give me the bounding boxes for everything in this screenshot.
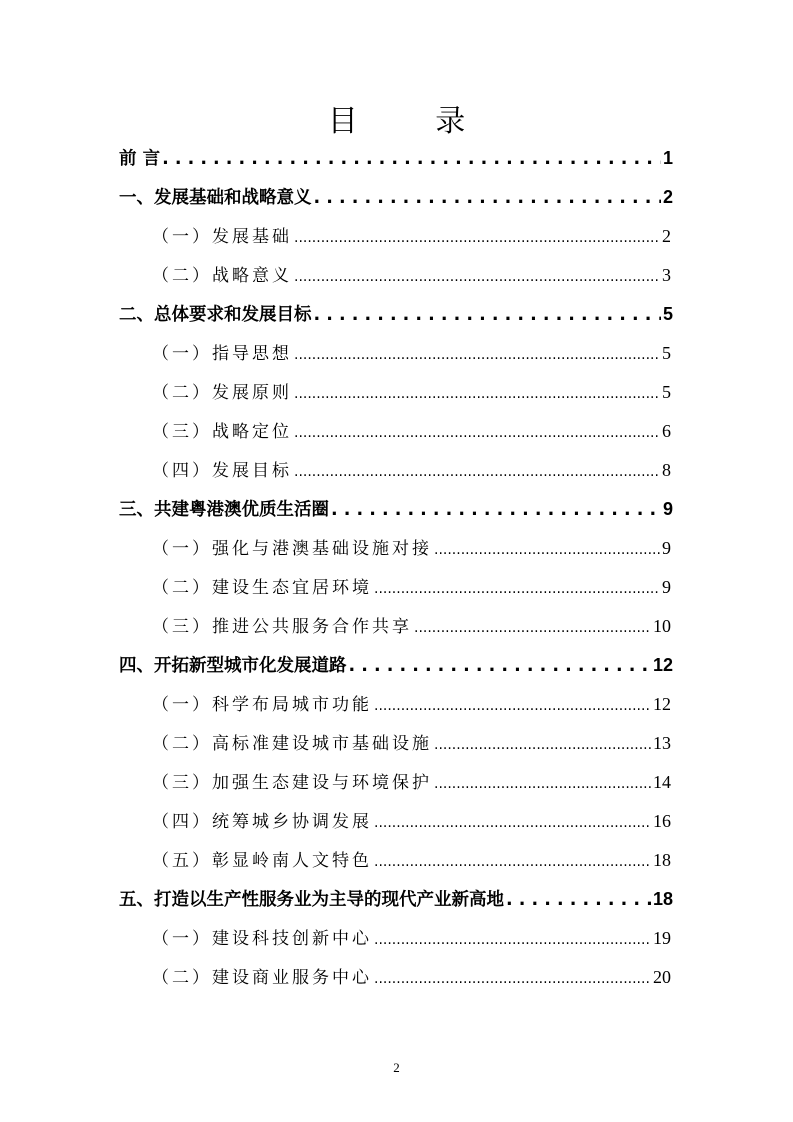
toc-entry-page: 9	[662, 577, 671, 597]
toc-leader-dots	[314, 296, 661, 335]
toc-entry[interactable]	[152, 919, 671, 958]
toc-entry-page: 9	[662, 538, 671, 558]
toc-leader-dots	[374, 842, 651, 882]
toc-entry-page: 2	[662, 226, 671, 246]
toc-entry[interactable]	[152, 841, 671, 880]
toc-entry-label: （二）高标准建设城市基础设施	[152, 734, 432, 754]
toc-entry-page: 18	[653, 850, 671, 870]
page-number: 2	[393, 1060, 400, 1075]
toc-leader-dots	[434, 764, 651, 804]
toc-entry-label: 二、总体要求和发展目标	[119, 305, 312, 325]
toc-entry[interactable]	[119, 139, 673, 178]
toc-entry-label: （四）发展目标	[152, 461, 292, 481]
toc-leader-dots	[434, 530, 660, 570]
toc-entry-page: 9	[662, 499, 673, 519]
toc-entry-label: （一）指导思想	[152, 344, 292, 364]
toc-entry-label: 一、发展基础和战略意义	[119, 188, 312, 208]
toc-entry-label: 四、开拓新型城市化发展道路	[119, 656, 347, 676]
toc-entry-label: （三）推进公共服务合作共享	[152, 617, 412, 637]
toc-leader-dots	[374, 803, 651, 843]
toc-leader-dots	[294, 335, 660, 375]
toc-entry-page: 19	[653, 928, 671, 948]
toc-entry-label: 五、打造以生产性服务业为主导的现代产业新高地	[119, 890, 504, 910]
toc-entry-page: 5	[662, 304, 673, 324]
toc-entry[interactable]	[152, 373, 671, 412]
toc-entry-label: （一）建设科技创新中心	[152, 929, 372, 949]
toc-entry[interactable]	[152, 568, 671, 607]
toc-entry-label: （三）战略定位	[152, 422, 292, 442]
toc-leader-dots	[374, 920, 651, 960]
toc-entry-page: 18	[652, 889, 673, 909]
toc-entry-page: 10	[653, 616, 671, 636]
toc-entry-page: 5	[662, 343, 671, 363]
toc-leader-dots	[374, 959, 651, 999]
toc-leader-dots	[294, 374, 660, 414]
toc-entry-label: （一）科学布局城市功能	[152, 695, 372, 715]
toc-leader-dots	[434, 725, 651, 765]
toc-leader-dots	[374, 686, 651, 726]
toc-entry[interactable]	[152, 802, 671, 841]
toc-entry-page: 8	[662, 460, 671, 480]
page-title: 目 录	[327, 104, 500, 139]
toc-leader-dots	[349, 647, 651, 686]
toc-entry-page: 16	[653, 811, 671, 831]
toc-entry-page: 2	[662, 187, 673, 207]
toc-entry-label: （四）统筹城乡协调发展	[152, 812, 372, 832]
toc-entry[interactable]	[152, 412, 671, 451]
toc-entry-label: （二）建设生态宜居环境	[152, 578, 372, 598]
toc-entry-label: 三、共建粤港澳优质生活圈	[119, 500, 329, 520]
toc-leader-dots	[414, 608, 651, 648]
toc-entry[interactable]	[152, 334, 671, 373]
toc-entry-page: 6	[662, 421, 671, 441]
toc-entry-page: 5	[662, 382, 671, 402]
toc-entry-label: 前 言	[119, 149, 161, 169]
toc-entry-label: （一）强化与港澳基础设施对接	[152, 539, 432, 559]
toc-entry-label: （一）发展基础	[152, 227, 292, 247]
toc-entry-page: 13	[653, 733, 671, 753]
toc-entry[interactable]	[119, 646, 673, 685]
toc-entry-page: 3	[662, 265, 671, 285]
toc-entry[interactable]	[152, 607, 671, 646]
toc-entry-page: 14	[653, 772, 671, 792]
toc-leader-dots	[374, 569, 660, 609]
toc-leader-dots	[294, 452, 660, 492]
toc-entry[interactable]	[152, 724, 671, 763]
toc-entry[interactable]	[152, 763, 671, 802]
toc-entry[interactable]	[152, 451, 671, 490]
toc-entry[interactable]	[119, 880, 673, 919]
toc-entry[interactable]	[152, 529, 671, 568]
toc-entry-label: （五）彰显岭南人文特色	[152, 851, 372, 871]
toc-entry[interactable]	[152, 217, 671, 256]
toc-leader-dots	[314, 179, 661, 218]
toc-entry-label: （三）加强生态建设与环境保护	[152, 773, 432, 793]
toc-entry-page: 12	[652, 655, 673, 675]
toc-entry-label: （二）建设商业服务中心	[152, 968, 372, 988]
toc-entry-page: 20	[653, 967, 671, 987]
toc-entry-page: 1	[662, 148, 673, 168]
toc-leader-dots	[294, 218, 660, 258]
toc-entry-label: （二）战略意义	[152, 266, 292, 286]
toc-leader-dots	[506, 881, 651, 920]
toc-entry[interactable]	[119, 490, 673, 529]
toc-entry[interactable]	[119, 178, 673, 217]
toc-entry[interactable]	[152, 958, 671, 997]
toc-entry-label: （二）发展原则	[152, 383, 292, 403]
toc-leader-dots	[331, 491, 661, 530]
toc-entry[interactable]	[119, 295, 673, 334]
toc-entry[interactable]	[152, 256, 671, 295]
toc-leader-dots	[294, 257, 660, 297]
toc-leader-dots	[294, 413, 660, 453]
toc-entry-page: 12	[653, 694, 671, 714]
toc-leader-dots	[162, 140, 661, 179]
toc-entry[interactable]	[152, 685, 671, 724]
